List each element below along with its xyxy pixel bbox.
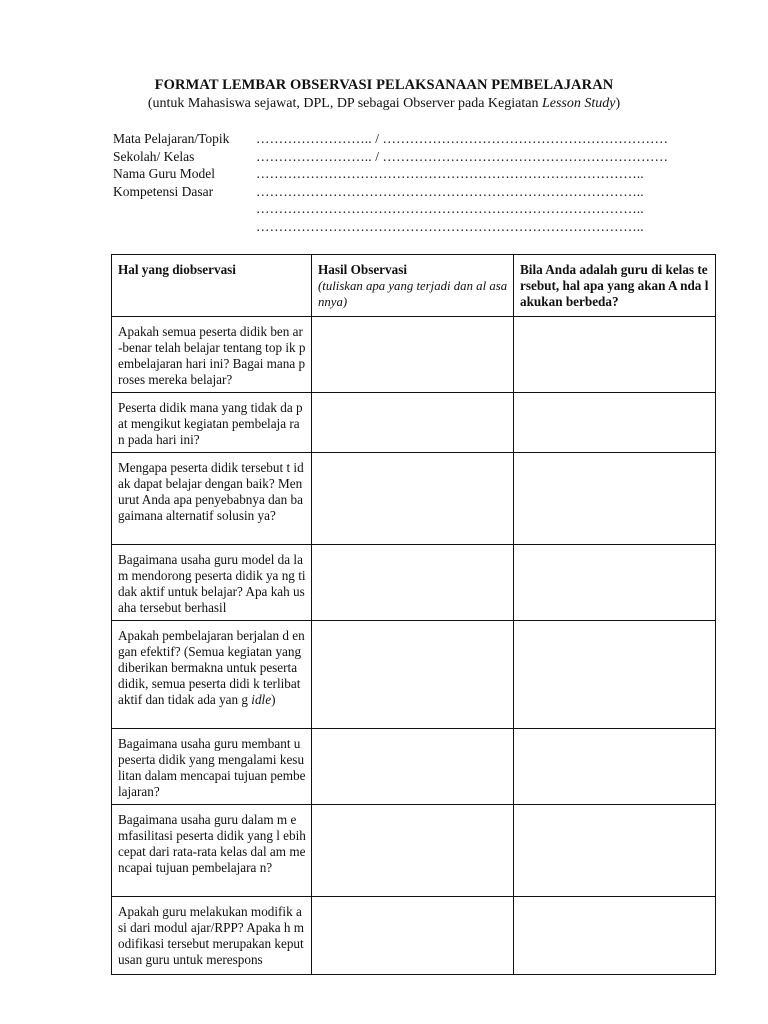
header-hasil-observasi-label: Hasil Observasi	[318, 262, 408, 277]
table-row	[112, 545, 716, 621]
observation-answer-cell[interactable]	[312, 805, 514, 897]
info-label-kompetensi: Kompetensi Dasar	[113, 183, 214, 199]
table-row	[112, 393, 716, 453]
table-row	[112, 621, 716, 729]
table-row	[112, 317, 716, 393]
info-fill-sekolah[interactable]: …………………….. / ………………………………………………………	[256, 148, 669, 164]
question-cell: Mengapa peserta didik tersebut t idak dapat belajar dengan baik? Menurut Anda apa penyebabnya dan bagaimana alternatif solusin ya?	[112, 453, 312, 545]
observation-answer-cell[interactable]	[312, 317, 514, 393]
info-fill-guru[interactable]: …………………………………………………………………………..	[256, 166, 644, 181]
alternative-answer-cell[interactable]	[514, 393, 716, 453]
header-hasil-observasi-hint: (tuliskan apa yang terjadi dan al asannya)	[318, 279, 508, 309]
subtitle-italic-text: Lesson Study	[541, 96, 616, 111]
info-fill-kompetensi-line2[interactable]: …………………………………………………………………………..	[256, 201, 644, 216]
question-cell: Apakah semua peserta didik ben ar-benar telah belajar tentang top ik pembelajaran hari ini? Bagai mana proses mereka belajar?	[112, 317, 312, 393]
observation-answer-cell[interactable]	[312, 453, 514, 545]
alternative-answer-cell[interactable]	[514, 729, 716, 805]
question-cell: Apakah guru melakukan modifik asi dari modul ajar/RPP? Apaka h modifikasi tersebut merupakan keputusan guru untuk merespons	[112, 897, 312, 975]
observation-answer-cell[interactable]	[312, 729, 514, 805]
question-cell: Bagaimana usaha guru model da lam mendorong peserta didik ya ng tidak aktif untuk belajar? Apa kah usaha tersebut berhasil	[112, 545, 312, 621]
alternative-answer-cell[interactable]	[514, 897, 716, 975]
info-fill-mata-pelajaran[interactable]: …………………….. / ………………………………………………………	[256, 131, 669, 146]
observation-answer-cell[interactable]	[312, 897, 514, 975]
subtitle-closing: )	[615, 96, 621, 111]
question-cell: Bagaimana usaha guru dalam m emfasilitasi peserta didik yang l ebih cepat dari rata-rata kelas dal am mencapai tujuan pembelajara n?	[112, 805, 312, 897]
alternative-answer-cell[interactable]	[514, 621, 716, 729]
table-row	[112, 453, 716, 545]
document-title: FORMAT LEMBAR OBSERVASI PELAKSANAAN PEMBELAJARAN	[154, 77, 614, 93]
info-row-kompetensi-line3	[113, 218, 723, 236]
observation-answer-cell[interactable]	[312, 545, 514, 621]
info-label-guru: Nama Guru Model	[113, 166, 215, 181]
info-fill-kompetensi[interactable]: …………………………………………………………………………..	[256, 183, 644, 199]
document-subtitle	[0, 96, 768, 112]
info-label-mata-pelajaran: Mata Pelajaran/Topik	[113, 131, 230, 146]
table-row	[112, 729, 716, 805]
question-cell: Peserta didik mana yang tidak da pat mengikut kegiatan pembelaja ran pada hari ini?	[112, 393, 312, 453]
table-row	[112, 897, 716, 975]
alternative-answer-cell[interactable]	[514, 317, 716, 393]
info-fill-kompetensi-line3[interactable]: …………………………………………………………………………..	[256, 218, 644, 234]
alternative-answer-cell[interactable]	[514, 805, 716, 897]
table-row	[112, 805, 716, 897]
info-label-sekolah: Sekolah/ Kelas	[113, 148, 195, 164]
header-hal-diobservasi: Hal yang diobservasi	[112, 255, 312, 317]
info-row-kompetensi	[113, 183, 723, 201]
alternative-answer-cell[interactable]	[514, 545, 716, 621]
question-text: Apakah pembelajaran berjalan d engan efektif? (Semua kegiatan yang diberikan bermakna untuk peserta didik, semua peserta didi k terlibat aktif dan tidak ada yan g	[118, 628, 305, 707]
header-hasil-observasi	[312, 255, 514, 317]
info-row-kompetensi-line2	[113, 200, 723, 218]
alternative-answer-cell[interactable]	[514, 453, 716, 545]
question-italic-text: idle	[251, 692, 272, 707]
question-cell: Bagaimana usaha guru membant u peserta didik yang mengalami kesulitan dalam mencapai tujuan pembelajaran?	[112, 729, 312, 805]
observation-table	[111, 254, 716, 975]
info-row-guru	[113, 165, 723, 183]
observation-answer-cell[interactable]	[312, 621, 514, 729]
info-row-sekolah	[113, 148, 723, 166]
table-header-row	[112, 255, 716, 317]
info-row-mata-pelajaran	[113, 130, 723, 148]
subtitle-text: (untuk Mahasiswa sejawat, DPL, DP sebagai Observer pada Kegiatan	[147, 96, 542, 111]
header-bila-anda: Bila Anda adalah guru di kelas tersebut, hal apa yang akan A nda lakukan berbeda?	[514, 255, 716, 317]
info-fields	[113, 130, 723, 235]
question-cell	[112, 621, 312, 729]
question-text-end: )	[271, 692, 276, 707]
observation-answer-cell[interactable]	[312, 393, 514, 453]
